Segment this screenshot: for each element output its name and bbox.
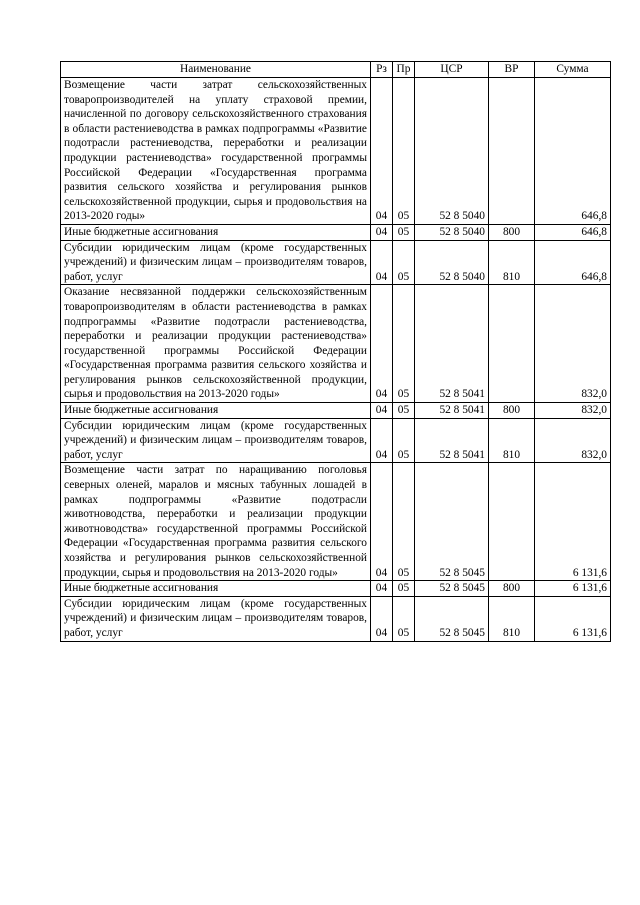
row-vr: 800 xyxy=(489,403,535,419)
row-pr: 05 xyxy=(393,418,415,463)
row-vr: 800 xyxy=(489,224,535,240)
row-rz: 04 xyxy=(371,285,393,403)
table-row xyxy=(61,78,611,225)
row-csr: 52 8 5040 xyxy=(415,240,489,285)
row-rz: 04 xyxy=(371,78,393,225)
row-sum: 832,0 xyxy=(535,285,611,403)
row-vr: 810 xyxy=(489,418,535,463)
table-row xyxy=(61,596,611,641)
table-row xyxy=(61,285,611,403)
table-row xyxy=(61,418,611,463)
row-sum: 646,8 xyxy=(535,224,611,240)
row-sum: 6 131,6 xyxy=(535,596,611,641)
table-row xyxy=(61,463,611,581)
row-sum: 832,0 xyxy=(535,403,611,419)
row-rz: 04 xyxy=(371,240,393,285)
row-name: Оказание несвязанной поддержки сельскохозяйственным товаропроизводителям в области растениеводства в рамках подпрограммы «Развитие подотрасли растениеводства, переработки и реализации продукции растениеводства» государственной программы Российской Федерации «Государственная программа развития сельского хозяйства и регулирования рынков сельскохозяйственной продукции, сырья и продовольствия на 2013-2020 годы» xyxy=(61,285,371,403)
row-vr: 810 xyxy=(489,240,535,285)
budget-table xyxy=(60,61,611,642)
row-rz: 04 xyxy=(371,581,393,597)
row-csr: 52 8 5040 xyxy=(415,78,489,225)
row-name: Субсидии юридическим лицам (кроме государственных учреждений) и физическим лицам – производителям товаров, работ, услуг xyxy=(61,596,371,641)
row-csr: 52 8 5045 xyxy=(415,596,489,641)
row-name: Возмещение части затрат сельскохозяйственных товаропроизводителей на уплату страховой премии, начисленной по договору сельскохозяйственного страхования в области растениеводства в рамках подпрограммы «Развитие подотрасли растениеводства, переработки и реализации продукции растениеводства» государственной программы Российской Федерации «Государственная программа развития сельского хозяйства и регулирования рынков сельскохозяйственной продукции, сырья и продовольствия на 2013-2020 годы» xyxy=(61,78,371,225)
row-pr: 05 xyxy=(393,581,415,597)
row-pr: 05 xyxy=(393,463,415,581)
header-csr: ЦСР xyxy=(415,62,489,78)
header-rz: Рз xyxy=(371,62,393,78)
table-row xyxy=(61,240,611,285)
row-name: Субсидии юридическим лицам (кроме государственных учреждений) и физическим лицам – производителям товаров, работ, услуг xyxy=(61,418,371,463)
header-vr: ВР xyxy=(489,62,535,78)
table-row xyxy=(61,403,611,419)
header-pr: Пр xyxy=(393,62,415,78)
row-sum: 6 131,6 xyxy=(535,463,611,581)
table-header-row xyxy=(61,62,611,78)
row-csr: 52 8 5041 xyxy=(415,285,489,403)
row-rz: 04 xyxy=(371,463,393,581)
row-rz: 04 xyxy=(371,224,393,240)
row-vr xyxy=(489,78,535,225)
row-name: Возмещение части затрат по наращиванию поголовья северных оленей, маралов и мясных табунных лошадей в рамках подпрограммы «Развитие подотрасли животноводства, переработки и реализации продукции животноводства» государственной программы Российской Федерации «Государственная программа развития сельского хозяйства и регулирования рынков сельскохозяйственной продукции, сырья и продовольствия на 2013-2020 годы» xyxy=(61,463,371,581)
row-name: Иные бюджетные ассигнования xyxy=(61,581,371,597)
row-rz: 04 xyxy=(371,418,393,463)
row-pr: 05 xyxy=(393,224,415,240)
document-page xyxy=(60,61,610,642)
header-name: Наименование xyxy=(61,62,371,78)
table-row xyxy=(61,224,611,240)
row-vr xyxy=(489,285,535,403)
table-row xyxy=(61,581,611,597)
row-vr: 810 xyxy=(489,596,535,641)
row-rz: 04 xyxy=(371,403,393,419)
row-sum: 6 131,6 xyxy=(535,581,611,597)
row-sum: 646,8 xyxy=(535,240,611,285)
row-csr: 52 8 5041 xyxy=(415,418,489,463)
row-csr: 52 8 5041 xyxy=(415,403,489,419)
row-sum: 832,0 xyxy=(535,418,611,463)
row-name: Субсидии юридическим лицам (кроме государственных учреждений) и физическим лицам – производителям товаров, работ, услуг xyxy=(61,240,371,285)
row-pr: 05 xyxy=(393,596,415,641)
row-rz: 04 xyxy=(371,596,393,641)
row-vr xyxy=(489,463,535,581)
row-pr: 05 xyxy=(393,403,415,419)
row-csr: 52 8 5045 xyxy=(415,581,489,597)
row-sum: 646,8 xyxy=(535,78,611,225)
row-name: Иные бюджетные ассигнования xyxy=(61,403,371,419)
row-csr: 52 8 5045 xyxy=(415,463,489,581)
row-pr: 05 xyxy=(393,285,415,403)
row-pr: 05 xyxy=(393,78,415,225)
row-vr: 800 xyxy=(489,581,535,597)
row-csr: 52 8 5040 xyxy=(415,224,489,240)
row-name: Иные бюджетные ассигнования xyxy=(61,224,371,240)
header-sum: Сумма xyxy=(535,62,611,78)
row-pr: 05 xyxy=(393,240,415,285)
